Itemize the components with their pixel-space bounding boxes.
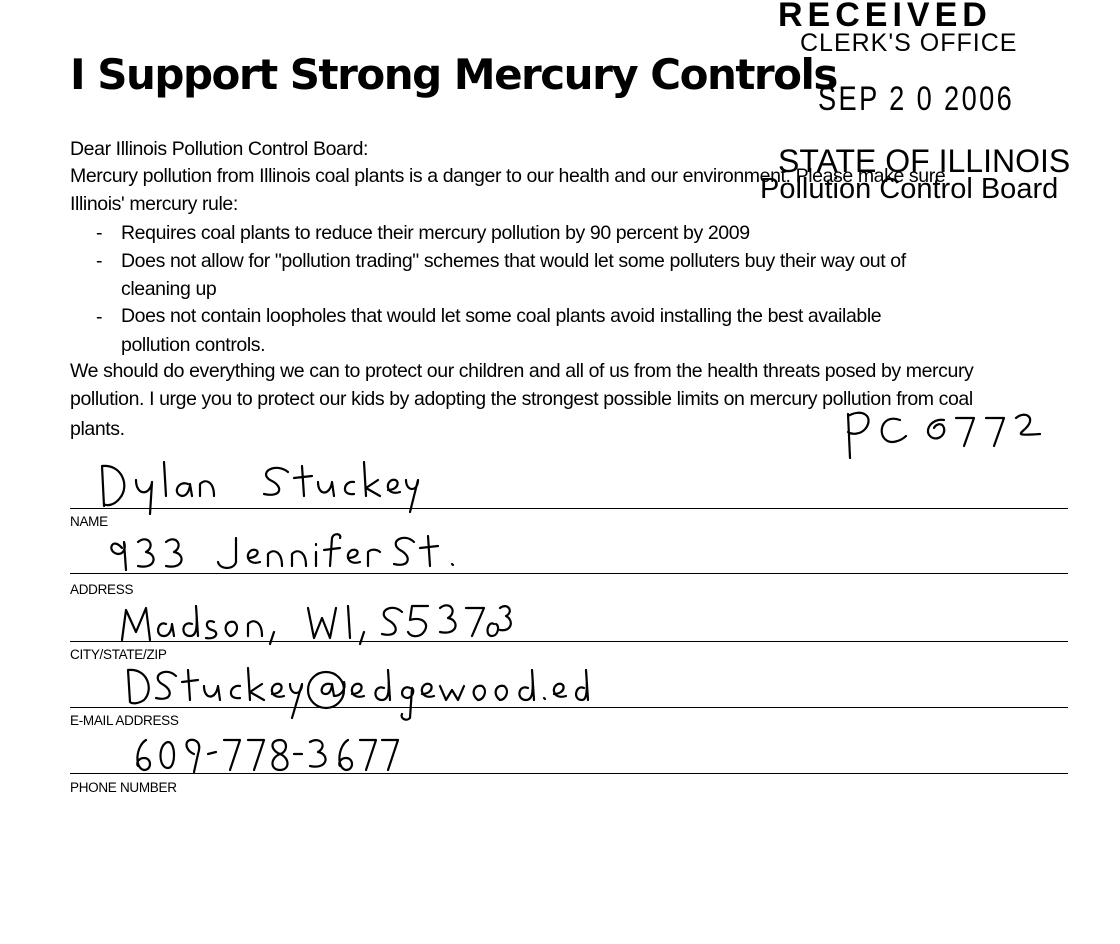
- bullet-dash: -: [96, 250, 103, 272]
- intro-line-1: Mercury pollution from Illinois coal plants is a danger to our health and our environment. Please make sure: [70, 165, 946, 187]
- stamp-state-text: STATE OF ILLINOIS: [778, 143, 1071, 179]
- phone-line: [70, 773, 1068, 774]
- closing-line-3: plants.: [70, 418, 125, 440]
- stamp-board-text: Pollution Control Board: [760, 173, 1059, 205]
- intro-line-2: Illinois' mercury rule:: [70, 193, 238, 215]
- name-handwriting: [92, 456, 422, 516]
- closing-line-2: pollution. I urge you to protect our kids by adopting the strongest possible limits on mercury pollution from coal: [70, 388, 973, 410]
- phone-label: PHONE NUMBER: [70, 780, 177, 795]
- bullet-dash: -: [96, 222, 103, 244]
- bullet-item-continued: pollution controls.: [121, 334, 266, 356]
- page-title: I Support Strong Mercury Controls: [70, 50, 837, 99]
- stamp-received-text: RECEIVED: [778, 0, 992, 34]
- address-line: [70, 573, 1068, 574]
- email-line: [70, 707, 1068, 708]
- stamp-date-text: SEP 2 0 2006: [818, 80, 1015, 118]
- name-label: NAME: [70, 514, 108, 529]
- salutation: Dear Illinois Pollution Control Board:: [70, 138, 369, 160]
- name-line: [70, 508, 1068, 509]
- city-label: CITY/STATE/ZIP: [70, 647, 167, 662]
- email-handwriting: [120, 660, 590, 726]
- closing-line-1: We should do everything we can to protect our children and all of us from the health threats posed by mercury: [70, 360, 974, 382]
- bullet-dash: -: [96, 306, 103, 328]
- city-line: [70, 641, 1068, 642]
- pc-number-handwriting: [840, 406, 1060, 466]
- email-label: E-MAIL ADDRESS: [70, 713, 179, 728]
- bullet-item: Does not contain loopholes that would let some coal plants avoid installing the best available: [121, 305, 882, 327]
- bullet-item: Does not allow for "pollution trading" schemes that would let some polluters buy their way out of: [121, 250, 906, 272]
- address-label: ADDRESS: [70, 582, 134, 597]
- stamp-clerk-text: CLERK'S OFFICE: [800, 29, 1018, 57]
- city-handwriting: [116, 596, 516, 652]
- bullet-item: Requires coal plants to reduce their mercury pollution by 90 percent by 2009: [121, 222, 750, 244]
- bullet-item-continued: cleaning up: [121, 278, 217, 300]
